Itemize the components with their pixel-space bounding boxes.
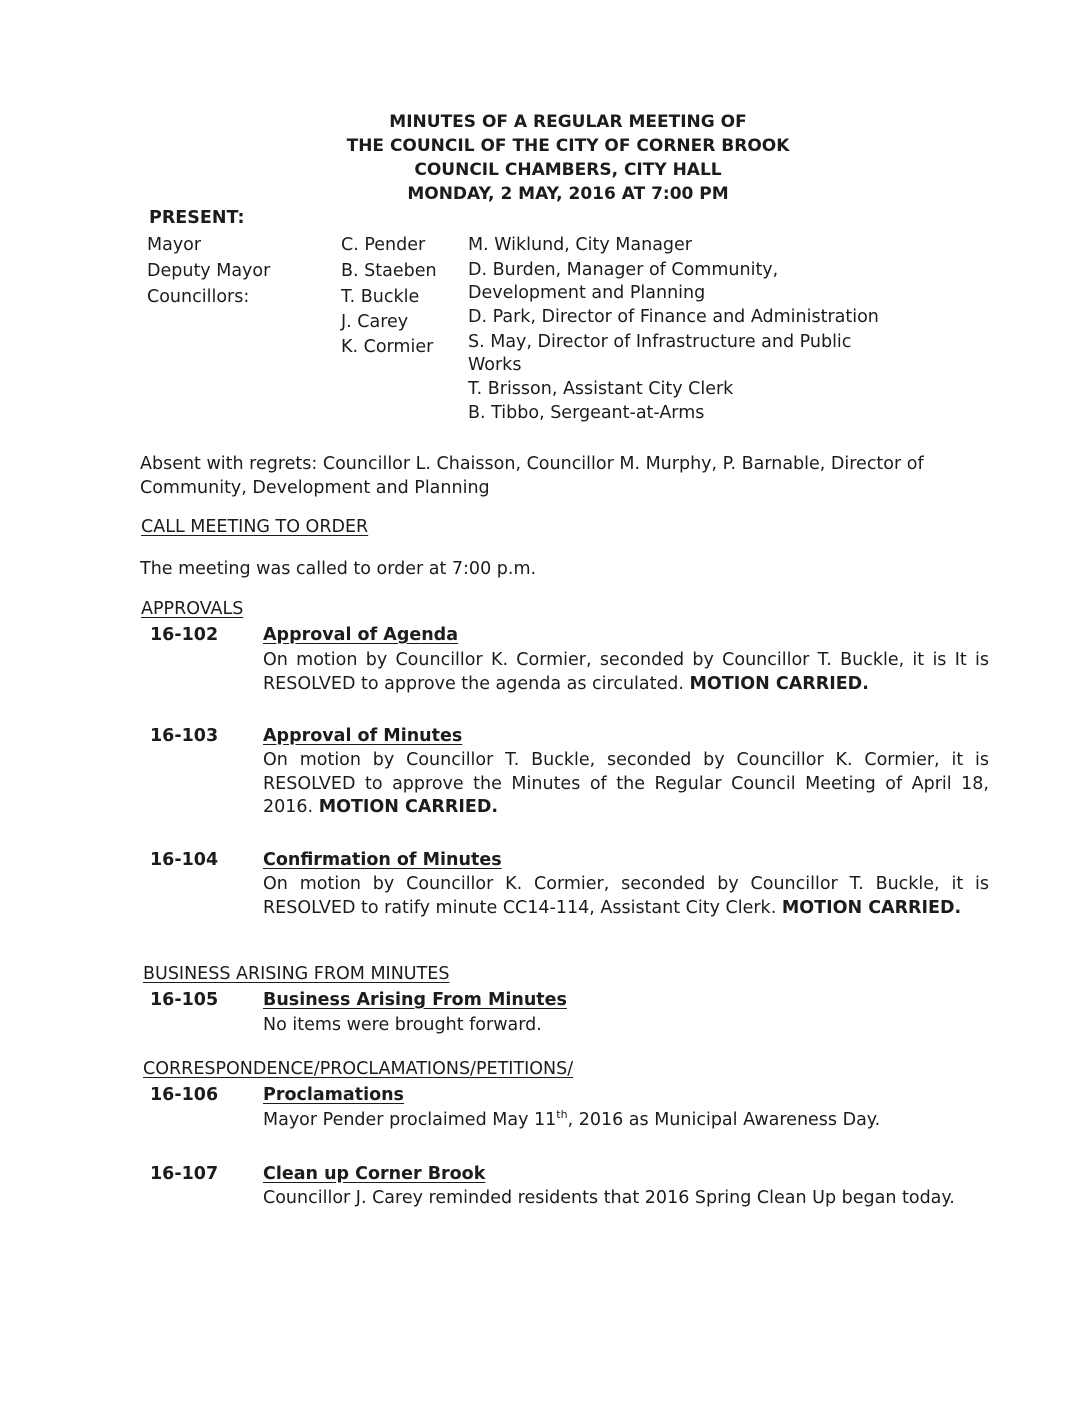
absent-line-1: Absent with regrets: Councillor L. Chaisson, Councillor M. Murphy, P. Barnable, Director of: [140, 454, 924, 474]
business-arising-heading: BUSINESS ARISING FROM MINUTES: [143, 964, 450, 984]
motion-result: MOTION CARRIED.: [318, 797, 499, 817]
header-line-1: MINUTES OF A REGULAR MEETING OF: [389, 112, 747, 132]
role-councillors: Councillors:: [147, 287, 250, 307]
absent-line-2: Community, Development and Planning: [140, 478, 490, 498]
staff-line-3: Development and Planning: [468, 283, 706, 303]
item-title: Approval of Minutes: [263, 726, 463, 746]
header-line-2: THE COUNCIL OF THE CITY OF CORNER BROOK: [346, 136, 790, 156]
item-title: Proclamations: [263, 1085, 404, 1105]
item-text: On motion by Councillor K. Cormier, seconded by Councillor T. Buckle, it is It is RESOLVED to approve the agenda as circulated.: [263, 650, 989, 694]
staff-line-6: Works: [468, 355, 522, 375]
item-number: 16-104: [150, 850, 219, 870]
member-cormier: K. Cormier: [341, 337, 434, 357]
item-text: Councillor J. Carey reminded residents that 2016 Spring Clean Up began today.: [263, 1188, 955, 1208]
item-text: [263, 1109, 880, 1133]
call-to-order-heading: CALL MEETING TO ORDER: [141, 517, 369, 537]
item-number: 16-107: [150, 1164, 219, 1184]
call-to-order-text: The meeting was called to order at 7:00 p.m.: [140, 559, 537, 579]
document-header: [0, 110, 1088, 206]
item-body: [263, 649, 989, 696]
header-line-3: COUNCIL CHAMBERS, CITY HALL: [414, 160, 722, 180]
item-title: Clean up Corner Brook: [263, 1164, 486, 1184]
item-title: Business Arising From Minutes: [263, 990, 567, 1010]
item-text: On motion by Councillor T. Buckle, seconded by Councillor K. Cormier, it is RESOLVED to approve the Minutes of the Regular Council Meeting of April 18, 2016.: [263, 750, 989, 817]
correspondence-heading: CORRESPONDENCE/PROCLAMATIONS/PETITIONS/: [143, 1059, 574, 1079]
member-staeben: B. Staeben: [341, 261, 437, 281]
staff-line-8: B. Tibbo, Sergeant-at-Arms: [468, 403, 705, 423]
proclamation-text-start: Mayor Pender proclaimed May 11: [263, 1110, 557, 1130]
approvals-heading: APPROVALS: [141, 599, 244, 619]
item-title: Approval of Agenda: [263, 625, 459, 645]
member-pender: C. Pender: [341, 235, 426, 255]
present-heading: PRESENT:: [149, 208, 245, 228]
item-number: 16-103: [150, 726, 219, 746]
staff-line-2: D. Burden, Manager of Community,: [468, 260, 779, 280]
proclamation-text-end: , 2016 as Municipal Awareness Day.: [567, 1110, 881, 1130]
staff-line-5: S. May, Director of Infrastructure and Public: [468, 332, 852, 352]
staff-line-1: M. Wiklund, City Manager: [468, 235, 692, 255]
item-number: 16-105: [150, 990, 219, 1010]
item-body: [263, 749, 989, 820]
role-deputy-mayor: Deputy Mayor: [147, 261, 271, 281]
member-buckle: T. Buckle: [341, 287, 420, 307]
role-mayor: Mayor: [147, 235, 202, 255]
staff-line-7: T. Brisson, Assistant City Clerk: [468, 379, 734, 399]
ordinal-suffix: th: [556, 1108, 568, 1122]
member-carey: J. Carey: [341, 312, 409, 332]
staff-line-4: D. Park, Director of Finance and Administration: [468, 307, 879, 327]
item-number: 16-106: [150, 1085, 219, 1105]
item-text: On motion by Councillor K. Cormier, seconded by Councillor T. Buckle, it is RESOLVED to ratify minute CC14-114, Assistant City Clerk.: [263, 874, 989, 918]
item-title: Confirmation of Minutes: [263, 850, 502, 870]
header-line-4: MONDAY, 2 MAY, 2016 AT 7:00 PM: [407, 184, 729, 204]
item-text: No items were brought forward.: [263, 1015, 542, 1035]
motion-result: MOTION CARRIED.: [689, 673, 869, 694]
motion-result: MOTION CARRIED.: [781, 897, 962, 918]
item-number: 16-102: [150, 625, 219, 645]
item-body: [263, 873, 989, 920]
